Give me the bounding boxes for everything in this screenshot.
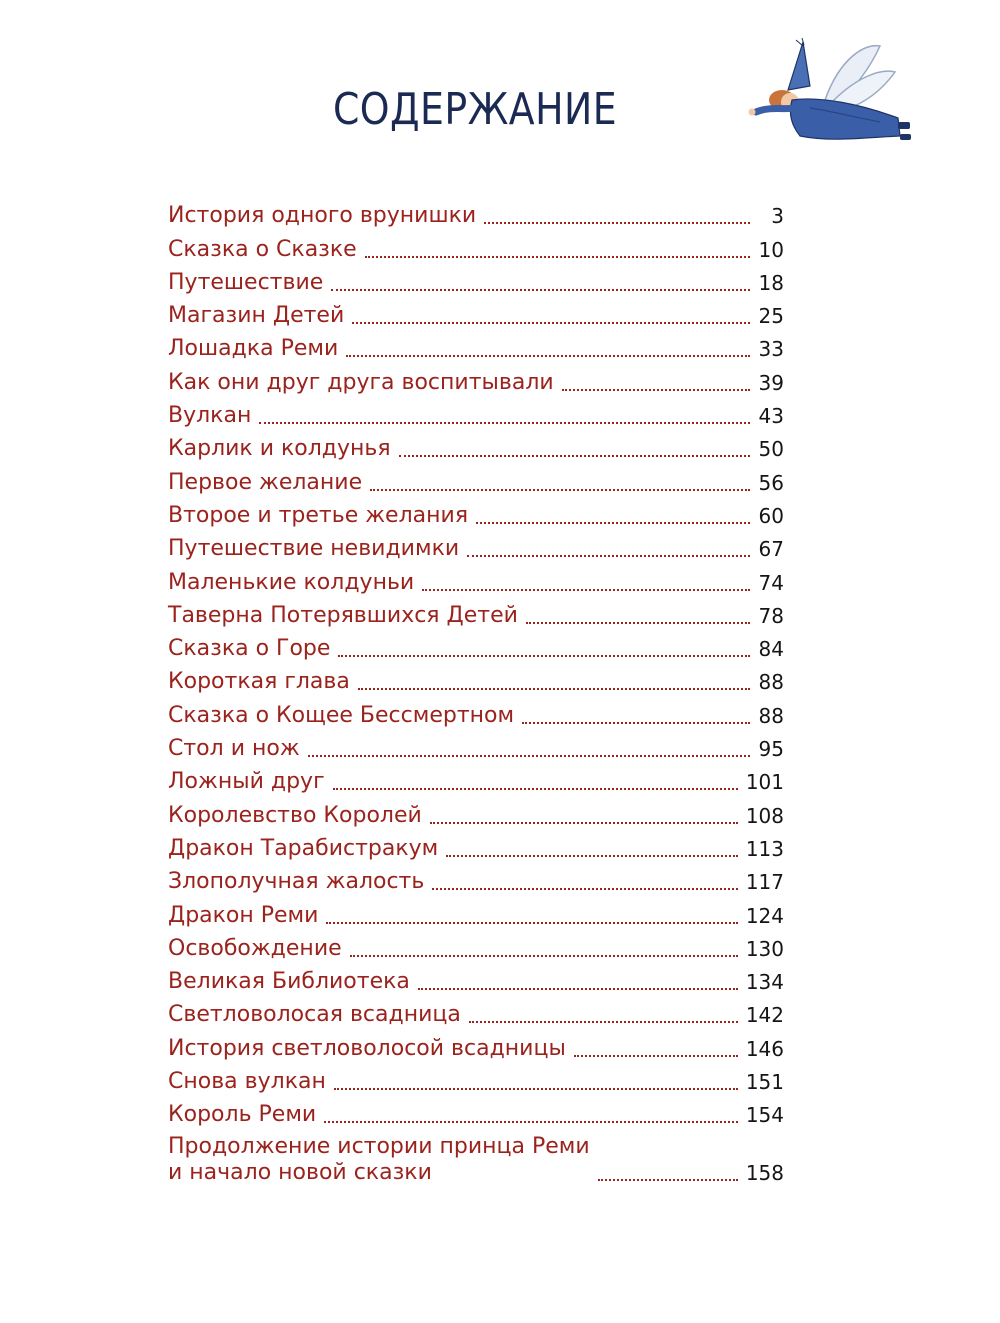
dot-leader (484, 222, 750, 224)
dot-leader (476, 522, 750, 524)
toc-entry (168, 263, 784, 296)
dot-leader (259, 422, 750, 424)
dot-leader (338, 655, 750, 657)
toc-entry (168, 895, 784, 928)
toc-entry-page: 74 (758, 570, 784, 595)
toc-entry-page: 134 (745, 970, 784, 995)
dot-leader (446, 855, 738, 857)
table-of-contents (168, 196, 784, 1186)
toc-entry-title: Путешествие (168, 269, 324, 295)
toc-entry-page: 101 (745, 770, 784, 795)
toc-entry-title: Сказка о Кощее Бессмертном (168, 702, 515, 728)
toc-entry-title: Сказка о Сказке (168, 236, 357, 262)
dot-leader (469, 1021, 738, 1023)
toc-entry-page: 151 (745, 1070, 784, 1095)
toc-entry (168, 296, 784, 329)
toc-entry-page: 117 (745, 870, 784, 895)
toc-entry (168, 729, 784, 762)
toc-entry-title: Короткая глава (168, 669, 350, 695)
toc-entry (168, 1028, 784, 1061)
toc-entry-page: 142 (745, 1003, 784, 1028)
toc-entry-title: Карлик и колдунья (168, 436, 391, 462)
toc-entry (168, 496, 784, 529)
toc-entry (168, 795, 784, 828)
toc-entry-page: 84 (758, 637, 784, 662)
toc-entry-title: Путешествие невидимки (168, 536, 460, 562)
toc-entry-title: Королевство Королей (168, 802, 422, 828)
dot-leader (326, 922, 737, 924)
toc-entry (168, 196, 784, 229)
toc-entry (168, 662, 784, 695)
toc-entry-title: Продолжение истории принца Реми и начало новой сказки (168, 1134, 590, 1186)
dot-leader (331, 289, 750, 291)
toc-entry (168, 462, 784, 495)
dot-leader (324, 1121, 738, 1123)
dot-leader (365, 256, 750, 258)
toc-entry-page: 39 (758, 370, 784, 395)
toc-entry (168, 695, 784, 728)
toc-entry-page: 146 (745, 1036, 784, 1061)
dot-leader (334, 1088, 738, 1090)
toc-entry-page: 18 (758, 270, 784, 295)
toc-entry-page: 43 (758, 404, 784, 429)
toc-entry (168, 1095, 784, 1128)
dot-leader (574, 1055, 738, 1057)
dot-leader (399, 455, 750, 457)
toc-entry-title: Злополучная жалость (168, 869, 425, 895)
dot-leader (522, 722, 750, 724)
toc-entry (168, 829, 784, 862)
toc-entry-title: История одного врунишки (168, 203, 477, 229)
toc-entry-page: 56 (758, 470, 784, 495)
toc-entry (168, 762, 784, 795)
toc-entry-title: Магазин Детей (168, 303, 345, 329)
toc-entry (168, 1128, 784, 1186)
toc-entry (168, 995, 784, 1028)
toc-entry-title: Лошадка Реми (168, 336, 339, 362)
dot-leader (467, 555, 750, 557)
toc-entry-title: История светловолосой всадницы (168, 1035, 566, 1061)
toc-entry-title: Первое желание (168, 469, 363, 495)
toc-entry (168, 1062, 784, 1095)
toc-entry-page: 3 (771, 204, 784, 229)
dot-leader (598, 1179, 738, 1181)
toc-entry (168, 429, 784, 462)
toc-entry-page: 108 (745, 803, 784, 828)
toc-entry-page: 67 (758, 537, 784, 562)
dot-leader (346, 355, 750, 357)
toc-entry (168, 362, 784, 395)
toc-entry (168, 529, 784, 562)
flying-fairy-illustration (730, 38, 930, 168)
toc-entry-page: 124 (745, 903, 784, 928)
dot-leader (350, 955, 738, 957)
toc-entry-page: 88 (758, 703, 784, 728)
toc-entry-title: Дракон Тарабистракум (168, 835, 439, 861)
toc-entry-title: Снова вулкан (168, 1069, 326, 1095)
dot-leader (333, 788, 738, 790)
toc-entry-title: Ложный друг (168, 769, 325, 795)
dot-leader (352, 322, 750, 324)
toc-entry-title: Освобождение (168, 935, 342, 961)
toc-entry-title: Таверна Потерявшихся Детей (168, 602, 518, 628)
dot-leader (562, 389, 750, 391)
page-title: СОДЕРЖАНИЕ (332, 84, 618, 135)
toc-entry-page: 50 (758, 437, 784, 462)
toc-entry-title: Второе и третье желания (168, 502, 469, 528)
toc-entry-page: 78 (758, 603, 784, 628)
toc-entry (168, 396, 784, 429)
dot-leader (308, 755, 750, 757)
dot-leader (526, 622, 750, 624)
toc-entry (168, 596, 784, 629)
toc-entry (168, 329, 784, 362)
toc-entry-title: Сказка о Горе (168, 636, 331, 662)
toc-entry-page: 10 (758, 237, 784, 262)
toc-entry (168, 629, 784, 662)
toc-entry-title: Маленькие колдуньи (168, 569, 415, 595)
toc-entry (168, 929, 784, 962)
toc-entry-title: Стол и нож (168, 736, 300, 762)
toc-entry-page: 60 (758, 503, 784, 528)
toc-entry-title: Король Реми (168, 1102, 317, 1128)
toc-entry (168, 962, 784, 995)
toc-entry-page: 130 (745, 936, 784, 961)
toc-entry-title: Светловолосая всадница (168, 1002, 461, 1028)
toc-entry-page: 25 (758, 304, 784, 329)
toc-entry-page: 33 (758, 337, 784, 362)
toc-entry-title: Вулкан (168, 403, 252, 429)
toc-entry (168, 229, 784, 262)
dot-leader (430, 822, 738, 824)
toc-entry-page: 113 (745, 836, 784, 861)
dot-leader (432, 888, 737, 890)
toc-entry-page: 95 (758, 737, 784, 762)
toc-entry-title: Великая Библиотека (168, 969, 410, 995)
toc-entry-title: Дракон Реми (168, 902, 319, 928)
toc-entry (168, 862, 784, 895)
toc-entry-page: 158 (745, 1161, 784, 1186)
dot-leader (370, 489, 750, 491)
dot-leader (422, 589, 750, 591)
dot-leader (418, 988, 738, 990)
toc-entry (168, 562, 784, 595)
toc-entry-title: Как они друг друга воспитывали (168, 369, 554, 395)
dot-leader (358, 688, 750, 690)
toc-entry-page: 88 (758, 670, 784, 695)
toc-entry-page: 154 (745, 1103, 784, 1128)
